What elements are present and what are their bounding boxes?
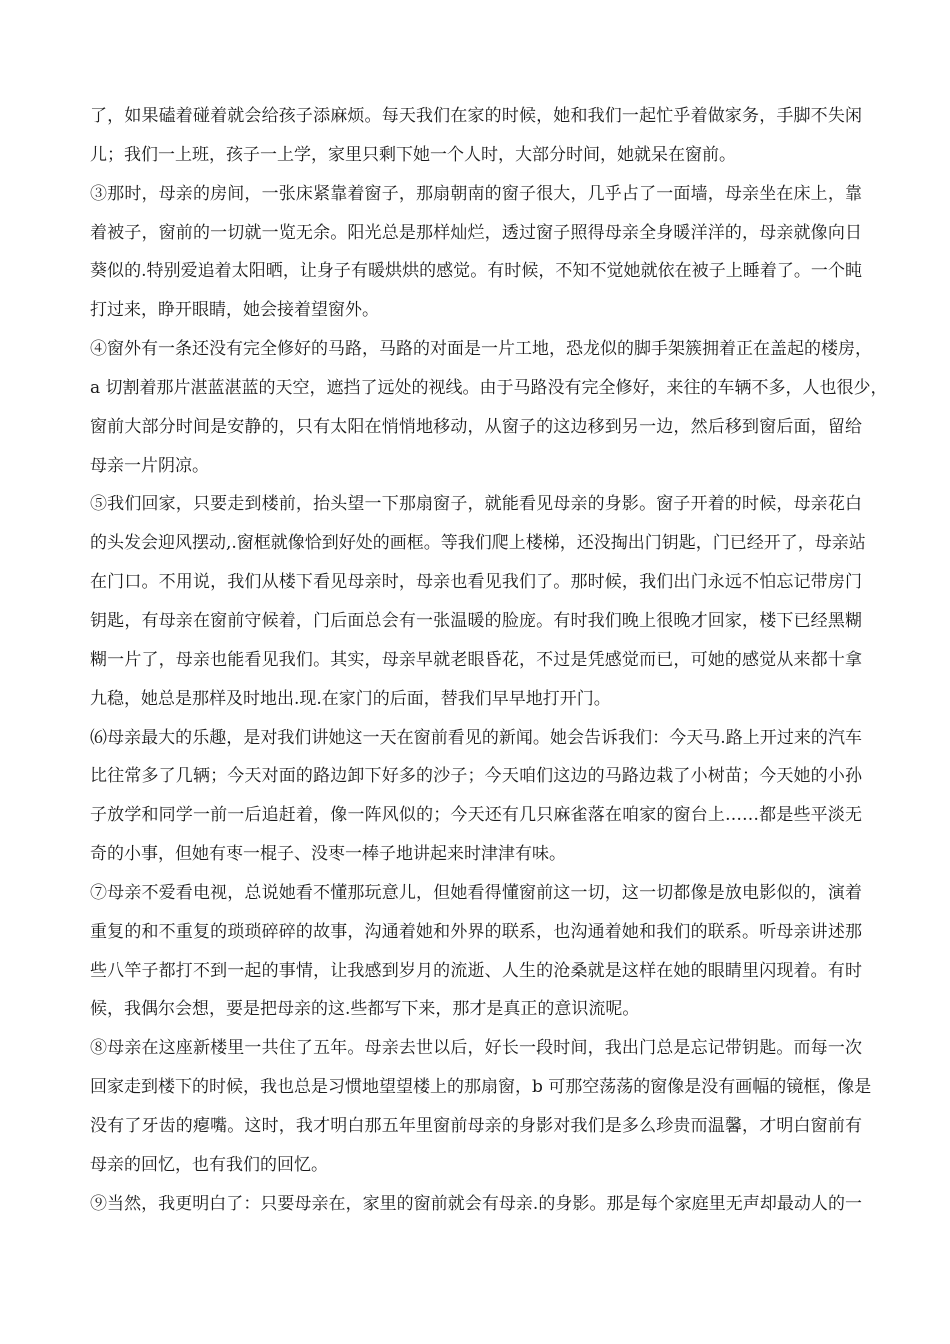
text-line: 子放学和同学一前一后追赶着，像一阵风似的；今天还有几只麻雀落在咱家的窗台上……都是些平淡无	[90, 805, 862, 826]
text-line: a 切割着那片湛蓝湛蓝的天空，遮挡了远处的视线。由于马路没有完全修好，来往的车辆不多，人也很少，	[90, 377, 888, 398]
text-line: 在门口。不用说，我们从楼下看见母亲时，母亲也看见我们了。那时候，我们出门永远不怕忘记带房门	[90, 572, 862, 593]
text-line: 的头发会迎风摆动,.窗框就像恰到好处的画框。等我们爬上楼梯，还没掏出门钥匙，门已经开了，母亲站	[90, 533, 866, 554]
text-line: ⑹母亲最大的乐趣，是对我们讲她这一天在窗前看见的新闻。她会告诉我们：今天马.路上开过来的汽车	[90, 727, 862, 748]
text-line: 候，我偶尔会想，要是把母亲的这.些都写下来，那才是真正的意识流呢。	[90, 999, 640, 1020]
text-line: 比往常多了几辆；今天对面的路边卸下好多的沙子；今天咱们这边的马路边栽了小树苗；今天她的小孙	[90, 766, 862, 787]
text-line: ④窗外有一条还没有完全修好的马路，马路的对面是一片工地，恐龙似的脚手架簇拥着正在盖起的楼房，	[90, 339, 872, 360]
text-line: 儿；我们一上班，孩子一上学，家里只剩下她一个人时，大部分时间，她就呆在窗前。	[90, 144, 736, 165]
text-line: 母亲的回忆，也有我们的回忆。	[90, 1154, 328, 1175]
text-line: 着被子，窗前的一切就一览无余。阳光总是那样灿烂，透过窗子照得母亲全身暖洋洋的，母亲就像向日	[90, 222, 862, 243]
text-line: 钥匙，有母亲在窗前守候着，门后面总会有一张温暖的脸庞。有时我们晚上很晚才回家，楼下已经黑糊	[90, 610, 862, 631]
text-line: 母亲一片阴凉。	[90, 455, 209, 476]
text-line: 了，如果磕着碰着就会给孩子添麻烦。每天我们在家的时候，她和我们一起忙乎着做家务，手脚不失闲	[90, 106, 862, 126]
text-line: 没有了牙齿的瘪嘴。这时，我才明白那五年里窗前母亲的身影对我们是多么珍贵而温馨，才明白窗前有	[90, 1115, 862, 1136]
text-line: ③那时，母亲的房间，一张床紧靠着窗子，那扇朝南的窗子很大，几乎占了一面墙，母亲坐在床上，靠	[90, 183, 862, 204]
document-body	[90, 97, 888, 1223]
text-line: 打过来，睁开眼睛，她会接着望窗外。	[90, 300, 379, 321]
text-line: 重复的和不重复的琐琐碎碎的故事，沟通着她和外界的联系，也沟通着她和我们的联系。听母亲讲述那	[90, 921, 862, 942]
text-line: 窗前大部分时间是安静的，只有太阳在悄悄地移动，从窗子的这边移到另一边，然后移到窗后面，留给	[90, 416, 862, 437]
text-line: 回家走到楼下的时候，我也总是习惯地望望楼上的那扇窗，b 可那空荡荡的窗像是没有画幅的镜框，像是	[90, 1077, 872, 1098]
text-line: 九稳，她总是那样及时地出.现.在家门的后面，替我们早早地打开门。	[90, 688, 611, 709]
text-line: ⑧母亲在这座新楼里一共住了五年。母亲去世以后，好长一段时间，我出门总是忘记带钥匙。而每一次	[90, 1038, 862, 1059]
text-line: 奇的小事，但她有枣一棍子、没枣一棒子地讲起来时津津有味。	[90, 844, 566, 865]
text-line: 些八竿子都打不到一起的事情，让我感到岁月的流逝、人生的沧桑就是这样在她的眼睛里闪现着。有时	[90, 960, 862, 981]
text-line: 葵似的.特别爱追着太阳晒，让身子有暖烘烘的感觉。有时候，不知不觉她就依在被子上睡着了。一个盹	[90, 261, 862, 282]
text-line: ⑤我们回家，只要走到楼前，抬头望一下那扇窗子，就能看见母亲的身影。窗子开着的时候，母亲花白	[90, 494, 862, 515]
text-line: ⑨当然，我更明白了：只要母亲在，家里的窗前就会有母亲.的身影。那是每个家庭里无声却最动人的一	[90, 1193, 862, 1214]
text-line: 糊一片了，母亲也能看见我们。其实，母亲早就老眼昏花，不过是凭感觉而已，可她的感觉从来都十拿	[90, 649, 862, 670]
text-line: ⑦母亲不爱看电视，总说她看不懂那玩意儿，但她看得懂窗前这一切，这一切都像是放电影似的，演着	[90, 882, 862, 903]
